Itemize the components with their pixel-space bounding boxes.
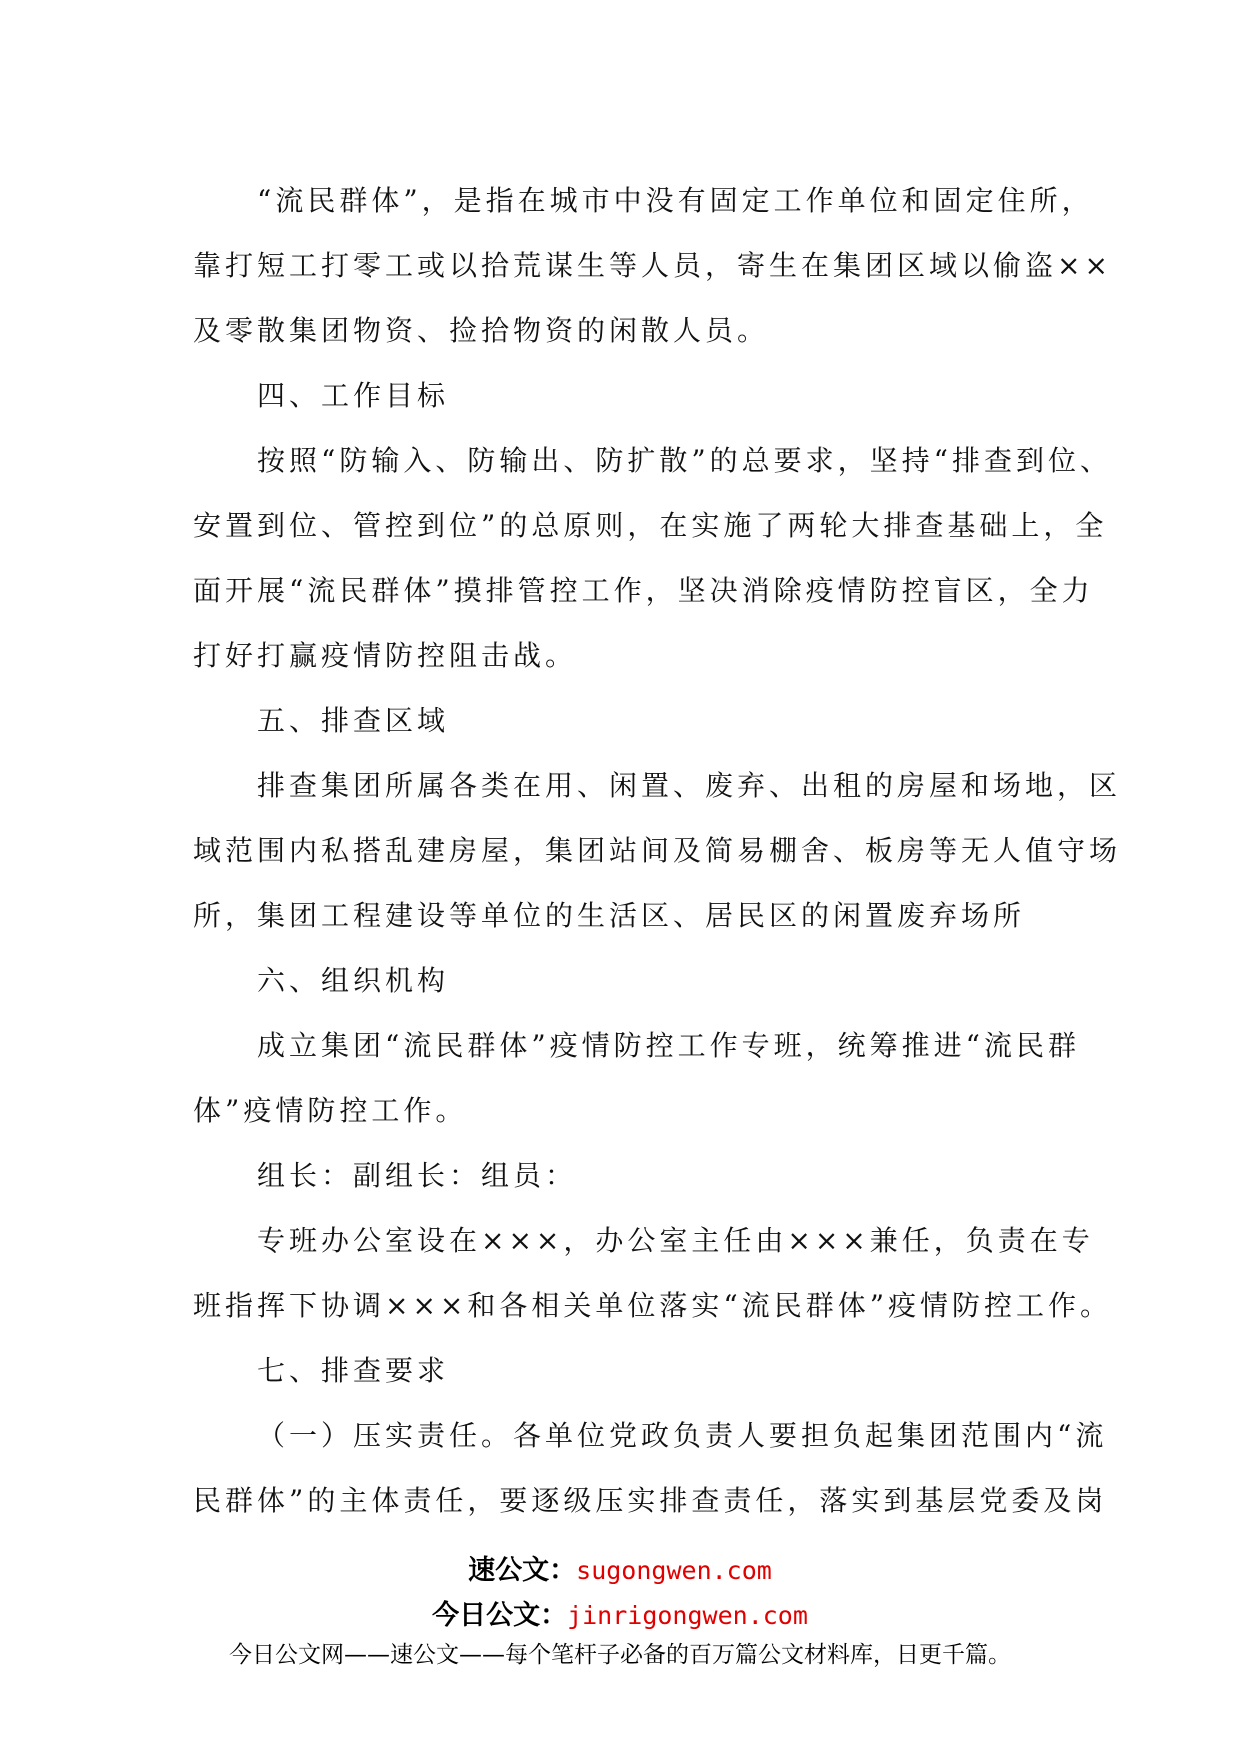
- paragraph-line: 打好打赢疫情防控阻击战。: [193, 639, 578, 672]
- paragraph-line: “流民群体”，是指在城市中没有固定工作单位和固定住所，: [257, 184, 1094, 217]
- footer-slogan: [0, 1636, 1240, 1669]
- paragraph-line: 面开展“流民群体”摸排管控工作，坚决消除疫情防控盲区，全力: [193, 574, 1094, 607]
- paragraph-line: 及零散集团物资、捡拾物资的闲散人员。: [193, 314, 770, 347]
- footer-slogan-text: 今日公文网——速公文——每个笔杆子必备的百万篇公文材料库，日更千篇。: [229, 1642, 1011, 1668]
- footer-label-sugongwen: 速公文：: [468, 1555, 577, 1586]
- paragraph-line: 按照“防输入、防输出、防扩散”的总要求，坚持“排查到位、: [257, 444, 1112, 477]
- paragraph-line: 排查集团所属各类在用、闲置、废弃、出租的房屋和场地，区: [257, 769, 1122, 802]
- document-body: [193, 168, 1122, 1533]
- paragraph-line: 民群体”的主体责任，要逐级压实排查责任，落实到基层党委及岗: [193, 1484, 1108, 1517]
- footer-sugongwen: [0, 1548, 1240, 1587]
- paragraph-line: 班指挥下协调×××和各相关单位落实“流民群体”疫情防控工作。: [193, 1289, 1113, 1322]
- footer-label-jinrigongwen: 今日公文：: [432, 1600, 568, 1631]
- paragraph-line: 域范围内私搭乱建房屋，集团站间及简易棚舍、板房等无人值守场: [193, 834, 1122, 867]
- paragraph-line: （一）压实责任。各单位党政负责人要担负起集团范围内“流: [257, 1419, 1108, 1452]
- section-heading: 四、工作目标: [257, 379, 450, 412]
- paragraph-line: 靠打短工打零工或以拾荒谋生等人员，寄生在集团区域以偷盗××: [193, 249, 1112, 282]
- paragraph-line: 组长：副组长：组员：: [257, 1159, 578, 1192]
- paragraph-line: 所，集团工程建设等单位的生活区、居民区的闲置废弃场所: [193, 899, 1026, 932]
- paragraph-line: 成立集团“流民群体”疫情防控工作专班，统筹推进“流民群: [257, 1029, 1080, 1062]
- footer-link-sugongwen[interactable]: sugongwen.com: [576, 1556, 772, 1585]
- section-heading: 七、排查要求: [257, 1354, 450, 1387]
- section-heading: 五、排查区域: [257, 704, 450, 737]
- section-heading: 六、组织机构: [257, 964, 450, 997]
- paragraph-line: 安置到位、管控到位”的总原则，在实施了两轮大排查基础上，全: [193, 509, 1108, 542]
- footer-link-jinrigongwen[interactable]: jinrigongwen.com: [567, 1601, 808, 1630]
- paragraph-line: 专班办公室设在×××，办公室主任由×××兼任，负责在专: [257, 1224, 1094, 1257]
- paragraph-line: 体”疫情防控工作。: [193, 1094, 468, 1127]
- footer-jinrigongwen: [0, 1593, 1240, 1632]
